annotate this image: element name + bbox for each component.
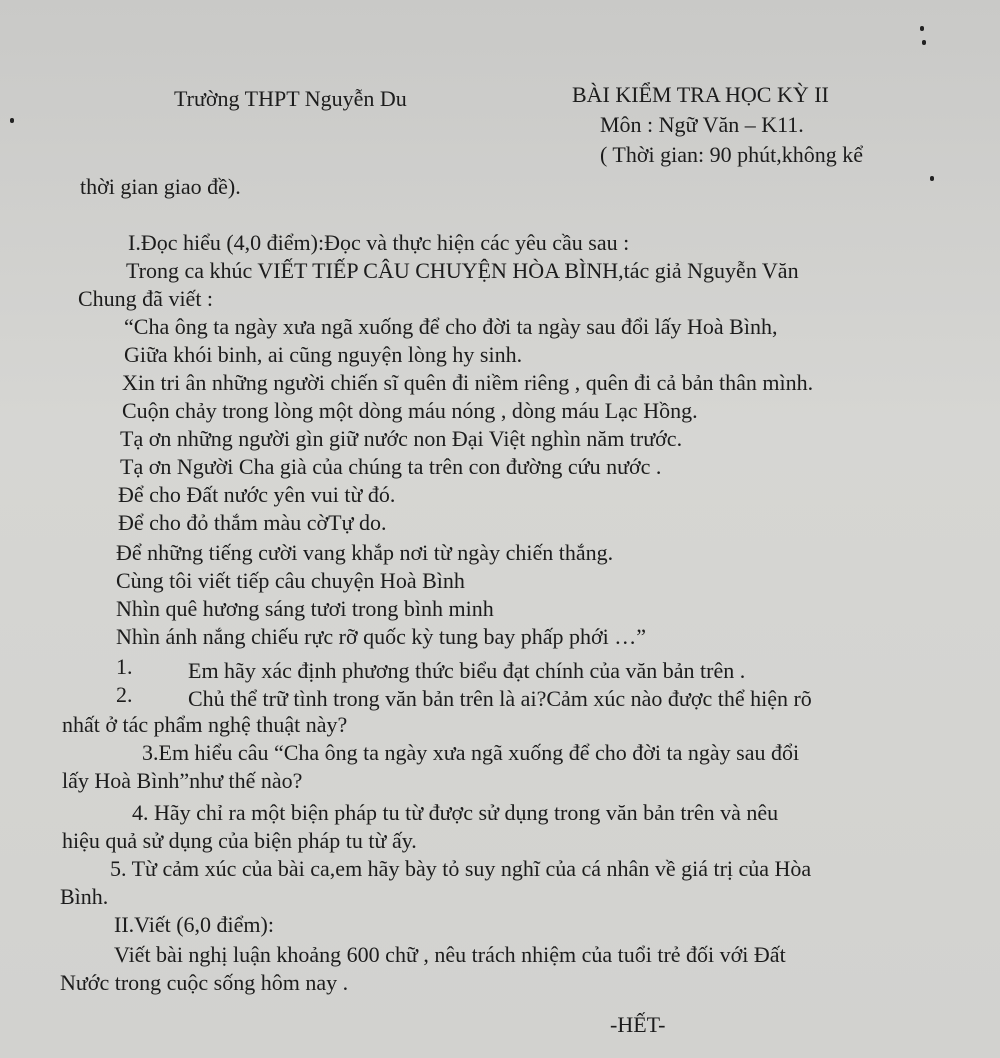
lyric-line: Nhìn quê hương sáng tươi trong bình minh [116, 596, 494, 621]
lyric-line: Nhìn ánh nắng chiếu rực rỡ quốc kỳ tung bay phấp phới …” [116, 624, 647, 649]
question-2-number: 2. [116, 682, 133, 707]
scan-speck [10, 118, 14, 123]
lyric-line: Xin tri ân những người chiến sĩ quên đi niềm riêng , quên đi cả bản thân mình. [122, 370, 814, 395]
question-1-text: Em hãy xác định phương thức biểu đạt chính của văn bản trên . [188, 658, 746, 683]
question-4-line-2: hiệu quả sử dụng của biện pháp tu từ ấy. [62, 828, 417, 853]
scan-speck [930, 176, 934, 181]
lyric-line: Để cho đỏ thắm màu cờTự do. [118, 510, 387, 535]
scan-speck [922, 40, 926, 45]
lyric-line: Tạ ơn Người Cha già của chúng ta trên con đường cứu nước . [120, 454, 662, 479]
question-1-number: 1. [116, 654, 133, 679]
subject-line: Môn : Ngữ Văn – K11. [600, 112, 804, 137]
time-line-1: ( Thời gian: 90 phút,không kể [600, 142, 863, 167]
question-3-line-2: lấy Hoà Bình”như thế nào? [62, 768, 303, 793]
lyric-line: Giữa khói binh, ai cũng nguyện lòng hy sinh. [124, 342, 523, 367]
question-5-line-1: 5. Từ cảm xúc của bài ca,em hãy bày tỏ suy nghĩ của cá nhân về giá trị của Hòa [110, 856, 812, 881]
part1-intro-line-2: Chung đã viết : [78, 286, 214, 311]
question-5-line-2: Bình. [60, 884, 109, 909]
part2-heading: II.Viết (6,0 điểm): [114, 912, 274, 937]
lyric-line: Tạ ơn những người gìn giữ nước non Đại Việt nghìn năm trước. [120, 426, 683, 451]
scan-speck [920, 26, 924, 31]
question-3-line-1: 3.Em hiểu câu “Cha ông ta ngày xưa ngã xuống để cho đời ta ngày sau đổi [142, 740, 800, 765]
time-line-2: thời gian giao đề). [80, 174, 241, 199]
school-name: Trường THPT Nguyễn Du [174, 86, 407, 111]
lyric-line: Để cho Đất nước yên vui từ đó. [118, 482, 396, 507]
question-2-line-1: Chủ thể trữ tình trong văn bản trên là ai?Cảm xúc nào được thể hiện rõ [188, 686, 812, 711]
lyric-line: Cùng tôi viết tiếp câu chuyện Hoà Bình [116, 568, 465, 593]
part1-heading: I.Đọc hiểu (4,0 điểm):Đọc và thực hiện các yêu cầu sau : [128, 230, 630, 255]
lyric-line: “Cha ông ta ngày xưa ngã xuống để cho đời ta ngày sau đổi lấy Hoà Bình, [124, 314, 778, 339]
question-2-line-2: nhất ở tác phẩm nghệ thuật này? [62, 712, 348, 737]
exam-title: BÀI KIỂM TRA HỌC KỲ II [572, 82, 829, 107]
part2-line-2: Nước trong cuộc sống hôm nay . [60, 970, 349, 995]
lyric-line: Để những tiếng cười vang khắp nơi từ ngày chiến thắng. [116, 540, 614, 565]
lyric-line: Cuộn chảy trong lòng một dòng máu nóng , dòng máu Lạc Hồng. [122, 398, 698, 423]
part2-line-1: Viết bài nghị luận khoảng 600 chữ , nêu trách nhiệm của tuổi trẻ đối với Đất [114, 942, 786, 967]
end-mark: -HẾT- [610, 1012, 666, 1037]
part1-intro-line-1: Trong ca khúc VIẾT TIẾP CÂU CHUYỆN HÒA BÌNH,tác giả Nguyễn Văn [126, 258, 799, 283]
question-4-line-1: 4. Hãy chỉ ra một biện pháp tu từ được sử dụng trong văn bản trên và nêu [132, 800, 779, 825]
